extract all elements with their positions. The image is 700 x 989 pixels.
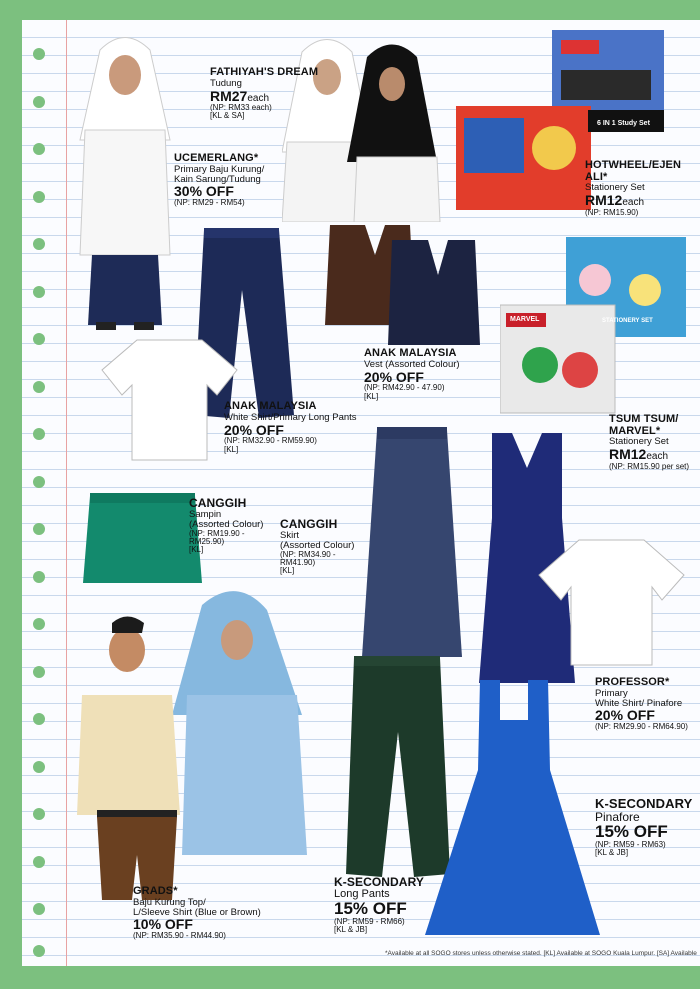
store-location: [KL & JB] <box>334 925 368 935</box>
girl-white-baju-kurung-image <box>60 30 190 340</box>
brand-label: K-SECONDARY <box>595 796 693 811</box>
product-desc: Stationery Set <box>609 436 669 448</box>
punch-hole-icon <box>33 96 45 108</box>
product-desc: Sampin <box>189 508 222 520</box>
normal-price: (NP: RM34.90 - <box>280 549 336 559</box>
discount-label: 20% OFF <box>595 707 655 724</box>
product-desc: Pinafore <box>595 809 640 824</box>
punch-hole-icon <box>33 238 45 250</box>
brand-label: ANAK MALAYSIA <box>224 400 317 412</box>
product-grads <box>133 886 261 941</box>
brand-label: PROFESSOR* <box>595 676 670 688</box>
store-location: [KL] <box>224 444 239 454</box>
tsum-marvel-stationery-image <box>500 235 690 415</box>
product-sampin <box>189 497 263 555</box>
brand-label: UCEMERLANG* <box>174 152 259 164</box>
product-desc: Baju Kurung Top/ <box>133 896 206 908</box>
professor-white-shirt-image <box>534 535 689 670</box>
punch-hole-icon <box>33 713 45 725</box>
store-location: [KL] <box>364 391 379 401</box>
product-desc: (Assorted Colour) <box>280 539 355 551</box>
normal-price: (NP: RM33 each) <box>210 103 272 113</box>
product-ucemerlang <box>174 153 264 208</box>
price-unit: each <box>646 451 669 463</box>
product-desc: Vest (Assorted Colour) <box>364 358 460 370</box>
punch-hole-icon <box>33 666 45 678</box>
tsum-box-label: STATIONERY SET <box>602 318 653 324</box>
girls-tudung-image <box>282 32 442 222</box>
brand-label: FATHIYAH'S DREAM <box>210 66 319 78</box>
price-unit: each <box>622 197 645 209</box>
brand-label: CANGGIH <box>280 517 338 531</box>
product-skirt <box>280 518 354 576</box>
discount-label: 30% OFF <box>174 183 234 200</box>
normal-price: RM41.90) <box>280 557 316 567</box>
punch-hole-icon <box>33 381 45 393</box>
product-desc: Primary Baju Kurung/ <box>174 163 265 175</box>
punch-hole-icon <box>33 191 45 203</box>
discount-label: 15% OFF <box>334 899 407 919</box>
brand-label: CANGGIH <box>189 496 247 510</box>
normal-price: (NP: RM15.90) <box>585 207 639 217</box>
punch-hole-icon <box>33 808 45 820</box>
price-label: RM27each <box>210 87 270 104</box>
product-secondary-pants <box>334 876 424 935</box>
normal-price: (NP: RM15.90 per set) <box>609 461 690 471</box>
store-location: [KL] <box>189 545 204 555</box>
brand-label: K-SECONDARY <box>334 875 424 889</box>
hotwheel-box-label: 6 IN 1 Study Set <box>597 120 650 127</box>
product-desc: White Shirt/ Pinafore <box>595 697 683 709</box>
brand-label: MARVEL* <box>609 424 661 437</box>
green-sampin-image <box>80 488 205 588</box>
punch-hole-icon <box>33 523 45 535</box>
product-desc: Primary <box>595 687 628 699</box>
normal-price: (NP: RM29 - RM54) <box>174 198 245 208</box>
normal-price: (NP: RM59 - RM66) <box>334 916 405 926</box>
product-desc: L/Sleeve Shirt (Blue or Brown) <box>133 906 261 918</box>
punch-hole-icon <box>33 856 45 868</box>
product-hotwheel <box>585 160 700 217</box>
product-desc: Stationery Set <box>585 182 645 194</box>
grads-models-image <box>72 585 322 905</box>
discount-label: 20% OFF <box>364 368 424 385</box>
store-location: [KL & JB] <box>595 848 629 858</box>
discount-label: 20% OFF <box>224 421 284 438</box>
blue-secondary-pinafore-image <box>420 675 605 940</box>
product-desc: Skirt <box>280 529 299 541</box>
normal-price: (NP: RM19.90 - <box>189 528 245 538</box>
price-label: RM12each <box>609 446 669 463</box>
availability-footnote: *Available at all SOGO stores unless otherwise stated. [KL] Available at SOGO Kuala Lumpur. [SA] Available <box>385 950 697 957</box>
normal-price: (NP: RM59 - RM63) <box>595 840 666 850</box>
vest-image <box>320 215 490 355</box>
store-location: [KL] <box>280 566 295 576</box>
normal-price: (NP: RM29.90 - RM64.90) <box>595 722 688 732</box>
product-desc: (Assorted Colour) <box>189 518 264 530</box>
product-shirt-pants <box>224 401 357 454</box>
product-desc: Long Pants <box>334 887 390 900</box>
punch-hole-icon <box>33 945 45 957</box>
discount-label: 15% OFF <box>595 822 668 842</box>
punch-hole-icon <box>33 143 45 155</box>
brand-label: GRADS* <box>133 885 178 897</box>
punch-hole-icon <box>33 903 45 915</box>
discount-label: 10% OFF <box>133 916 193 933</box>
punch-hole-icon <box>33 286 45 298</box>
punch-hole-icon <box>33 618 45 630</box>
normal-price: (NP: RM35.90 - RM44.90) <box>133 931 226 941</box>
punch-hole-icon <box>33 333 45 345</box>
product-secondary-pinafore <box>595 797 692 858</box>
price-label: RM12each <box>585 192 645 209</box>
product-desc: White Shirt/Primary Long Pants <box>224 411 357 423</box>
product-desc: Kain Sarung/Tudung <box>174 173 261 185</box>
marvel-logo: MARVEL <box>510 316 540 323</box>
normal-price: (NP: RM32.90 - RM59.90) <box>224 436 317 446</box>
punch-hole-icon <box>33 428 45 440</box>
brand-label: HOTWHEEL/EJEN ALI* <box>585 159 682 183</box>
product-tsum-marvel <box>609 414 689 471</box>
brand-label: TSUM TSUM/ <box>609 413 679 425</box>
normal-price: (NP: RM42.90 - 47.90) <box>364 383 445 393</box>
punch-hole-icon <box>33 761 45 773</box>
product-fathiyah <box>210 67 318 121</box>
product-professor <box>595 677 688 732</box>
brand-label: ANAK MALAYSIA <box>364 347 457 359</box>
punch-hole-icon <box>33 48 45 60</box>
white-shirt-image <box>97 335 242 465</box>
blue-skirt-image <box>357 422 467 662</box>
punch-hole-icon <box>33 476 45 488</box>
punch-hole-icon <box>33 571 45 583</box>
product-desc: Tudung <box>210 77 242 89</box>
catalog-page <box>22 20 700 966</box>
store-location: [KL & SA] <box>210 111 245 121</box>
product-vest <box>364 348 460 401</box>
normal-price: RM25.90) <box>189 536 225 546</box>
price-unit: each <box>247 92 270 104</box>
